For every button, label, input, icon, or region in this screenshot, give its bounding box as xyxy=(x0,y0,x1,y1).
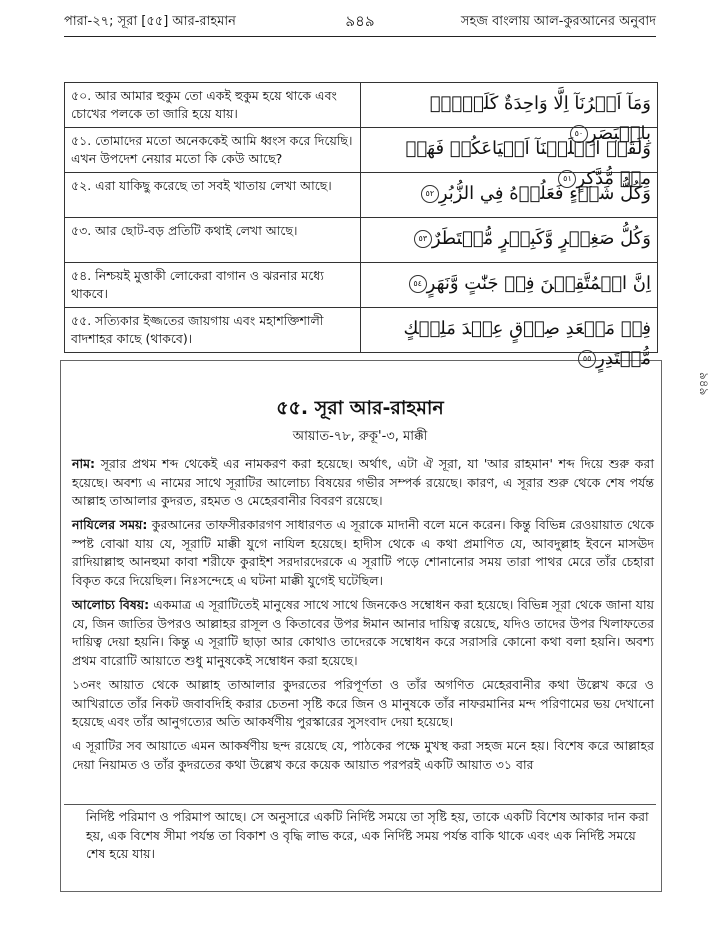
verse-translation: ৫৪. নিশ্চয়ই মুত্তাকী লোকেরা বাগান ও ঝরনার মধ্যে থাকবে। xyxy=(65,263,361,307)
ayah-marker: ٥٤ xyxy=(409,275,427,293)
verse-translation: ৫৩. আর ছোট-বড় প্রতিটি কথাই লেখা আছে। xyxy=(65,218,361,262)
section-name xyxy=(72,455,654,511)
page-number: ৯৪৯ xyxy=(345,12,375,30)
section-text: একমাত্র এ সূরাটিতেই মানুষের সাথে সাথে জিনকেও সম্বোধন করা হয়েছে। বিভিন্ন সূরা থেকে জানা যায় যে, জিন জাতির উপরও আল্লাহর রাসূল ও কিতাবের উপর ঈমান আনার দায়িত্ব রয়েছে, যদিও তাদের উপর খিলাফতের দায়িত্ব দেয়া হয়নি। কিন্তু এ সূরাটি ছাড়া আর কোথাও তাদেরকে সম্বোধন করে সরাসরি কোনো কথা বলা হয়নি। অবশ্য প্রথম বারোটি আয়াতে শুধু মানুষকেই সম্বোধন করা হয়েছে। xyxy=(72,597,654,668)
section-topic xyxy=(72,596,654,670)
verse-row xyxy=(65,263,657,308)
verse-row xyxy=(65,218,657,263)
verse-translation: ৫১. তোমাদের মতো অনেককেই আমি ধ্বংস করে দিয়েছি। এখন উপদেশ নেয়ার মতো কি কেউ আছে? xyxy=(65,128,361,172)
arabic-text: وَكُلُّ شَيۡءٍ فَعَلُوۡهُ فِي الزُّبُرِ xyxy=(438,183,651,204)
section-text: ১৩নং আয়াত থেকে আল্লাহ তাআলার কুদরতের পরিপূর্ণতা ও তাঁর অগণিত মেহেরবানীর কথা উল্লেখ করে ও আখিরাতে তাঁর নিকট জবাবদিহি করার চেতনা সৃষ্টি করে জিন ও মানুষকে তাঁর নাফরমানির মন্দ পরিণামের ভয় দেখানো হয়েছে এবং তাঁর আনুগত্যের অতি আকর্ষণীয় পুরস্কারের সুসংবাদ দেয়া হয়েছে। xyxy=(72,677,654,729)
surah-subtitle: আয়াত-৭৮, রুকূ'-৩, মাক্কী xyxy=(292,429,428,444)
footnote: নির্দিষ্ট পরিমাণ ও পরিমাপ আছে। সে অনুসারে একটি নির্দিষ্ট সময়ে তা সৃষ্টি হয়, তাকে একটি বিশেষ আকার দান করা হয়, এক বিশেষ সীমা পর্যন্ত তা বিকাশ ও বৃদ্ধি লাভ করে, এক নির্দিষ্ট সময় পর্যন্ত বাকি থাকে এবং এক নির্দিষ্ট সময়ে শেষ হয়ে যায়। xyxy=(86,809,649,861)
ayah-marker: ٥٠ xyxy=(570,125,588,143)
surah-title: ৫৫. সূরা আর-রাহমান xyxy=(276,397,444,419)
section-label: নাযিলের সময়: xyxy=(72,517,148,532)
footnote-rule xyxy=(64,804,656,805)
section-text: এ সূরাটির সব আয়াতে এমন আকর্ষণীয় ছন্দ রয়েছে যে, পাঠকের পক্ষে মুখস্থ করা সহজ মনে হয়। বিশেষ করে আল্লাহর দেয়া নিয়ামত ও তাঁর কুদরতের কথা উল্লেখ করে কয়েক আয়াত পরপরই একটি আয়াত ৩১ বার xyxy=(72,738,654,772)
arabic-text: وَكُلُّ صَغِيۡرٍ وَّكَبِيۡرٍ مُّسۡتَطَرٌ xyxy=(431,228,651,249)
verse-row xyxy=(65,83,657,144)
section-paragraph xyxy=(72,737,654,774)
verse-arabic xyxy=(371,179,651,209)
verse-translation: ৫২. এরা যাকিছু করেছে তা সবই খাতায় লেখা আছে। xyxy=(65,173,361,217)
verse-row xyxy=(65,308,657,369)
section-label: আলোচ্য বিষয়: xyxy=(72,597,150,612)
section-paragraph xyxy=(72,676,654,732)
section-label: নাম: xyxy=(72,456,96,471)
ayah-marker: ٥١ xyxy=(558,170,576,188)
ayah-marker: ٥٣ xyxy=(414,230,432,248)
verse-translation: ৫৫. সত্যিকার ইজ্জতের জায়গায় এবং মহাশক্তিশালী বাদশাহর কাছে (থাকবে)। xyxy=(65,308,361,352)
header-right: সহজ বাংলায় আল-কুরআনের অনুবাদ xyxy=(460,14,656,29)
side-page-number: ৯৪৯ xyxy=(697,372,711,396)
section-text: সূরার প্রথম শব্দ থেকেই এর নামকরণ করা হয়েছে। অর্থাৎ, এটা ঐ সূরা, যা 'আর রাহমান' শব্দ দিয়ে শুরু করা হয়েছে। অবশ্য এ নামের সাথে সূরাটির আলোচ্য বিষয়ের গভীর সম্পর্ক রয়েছে। কারণ, এ সূরার শুরু থেকে শেষ পর্যন্ত আল্লাহ তাআলার কুদরত, রহমত ও মেহেরবানীর বিবরণ রয়েছে। xyxy=(72,456,654,508)
section-revelation xyxy=(72,516,654,590)
ayah-marker: ٥٥ xyxy=(578,350,596,368)
header-left: পারা-২৭; সূরা [৫৫] আর-রাহমান xyxy=(64,14,236,29)
verse-row xyxy=(65,173,657,218)
verse-table xyxy=(64,82,658,369)
section-text: কুরআনের তাফসীরকারগণ সাধারণত এ সূরাকে মাদানী বলে মনে করেন। কিন্তু বিভিন্ন রেওয়ায়াত থেকে স্পষ্ট বোঝা যায় যে, সূরাটি মাক্কী যুগে নাযিল হয়েছে। হাদীস থেকে এ কথা প্রমাণিত যে, আবদুল্লাহ ইবনে মাসঊদ রাদিয়াল্লাহু আনহুমা কাবা শরীফে কুরাইশ সরদারদেরকে এ সূরাটি পড়ে শোনানোর সময় তারা পাথর মেরে তাঁর চেহারা বিকৃত করে দিয়েছিল। নিঃসন্দেহে এ ঘটনা মাক্কী যুগেই ঘটেছিল। xyxy=(72,517,654,588)
verse-translation: ৫০. আর আমার হুকুম তো একই হুকুম হয়ে থাকে এবং চোখের পলকে তা জারি হয়ে যায়। xyxy=(65,83,361,127)
verse-arabic xyxy=(371,314,651,374)
arabic-text: وَمَآ اَمۡرُنَآ اِلَّا وَاحِدَةٌ كَلَمۡحٍۭ بِالۡبَصَرِ xyxy=(429,93,651,144)
ayah-marker: ٥٢ xyxy=(421,185,439,203)
header-rule xyxy=(64,36,656,37)
arabic-text: اِنَّ الۡمُتَّقِيۡنَ فِيۡ جَنّٰتٍ وَّنَهَرٍ xyxy=(426,273,651,294)
page-header xyxy=(64,8,656,34)
arabic-text: فِيۡ مَقۡعَدِ صِدۡقٍ عِنۡدَ مَلِيۡكٍ مُّقۡتَدِرٍ xyxy=(403,318,651,369)
arabic-text: وَلَقَدۡ اَهۡلَكۡنَآ اَشۡيَاعَكُمۡ فَهَلۡ مِنۡ مُّدَّكِرٍ xyxy=(405,138,651,189)
verse-arabic xyxy=(371,269,651,299)
verse-arabic xyxy=(371,224,651,254)
